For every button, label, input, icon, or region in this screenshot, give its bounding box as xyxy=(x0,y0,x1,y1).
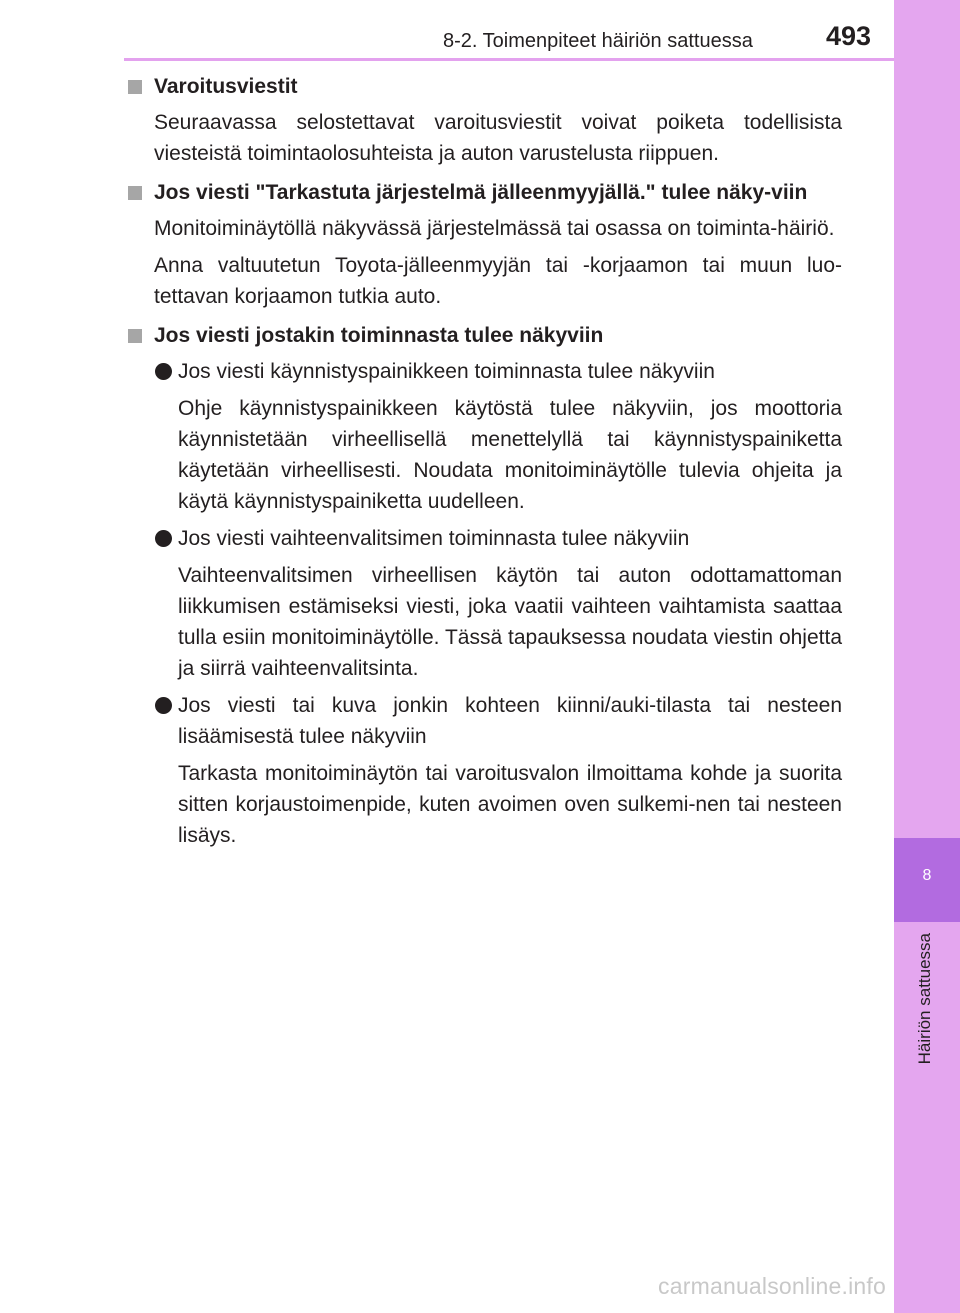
page-header xyxy=(0,0,894,60)
section-heading-text: Jos viesti "Tarkastuta järjestelmä jälleenmyyjällä." tulee näky-viin xyxy=(154,181,808,204)
bullet-heading xyxy=(124,523,842,554)
chapter-number-block xyxy=(894,838,960,922)
round-bullet-icon xyxy=(155,363,172,380)
round-bullet-icon xyxy=(155,530,172,547)
page-number: 493 xyxy=(826,21,872,51)
section-heading-text: Jos viesti jostakin toiminnasta tulee näkyviin xyxy=(154,324,604,347)
section-title: 8-2. Toimenpiteet häiriön sattuessa xyxy=(443,30,753,52)
section-check-system-message xyxy=(124,177,842,312)
paragraph: Monitoiminäytöllä näkyvässä järjestelmässä tai osassa on toiminta-häiriö. xyxy=(154,217,835,240)
chapter-label xyxy=(914,933,938,1093)
paragraph: Seuraavassa selostettavat varoitusviestit voivat poiketa todellisista viesteistä toimintaolosuhteista ja auton varustelusta riippuen. xyxy=(154,111,842,165)
section-warning-messages xyxy=(124,71,842,169)
bullet-heading xyxy=(124,356,842,387)
chapter-number: 8 xyxy=(922,867,932,884)
bullet-paragraph: Tarkasta monitoiminäytön tai varoitusvalon ilmoittama kohde ja suorita sitten korjaustoimenpide, kuten avoimen oven sulkemi-nen tai nesteen lisäys. xyxy=(178,762,842,847)
square-bullet-icon xyxy=(128,80,142,94)
bullet-heading-text: Jos viesti vaihteenvalitsimen toiminnasta tulee näkyviin xyxy=(178,527,690,550)
chapter-side-tab xyxy=(894,0,960,1313)
chapter-label-text: Häiriön sattuessa xyxy=(915,933,934,1065)
watermark: carmanualsonline.info xyxy=(658,1273,886,1299)
section-heading xyxy=(124,177,842,208)
bullet-paragraph: Vaihteenvalitsimen virheellisen käytön tai auton odottamattoman liikkumisen estämiseksi viesti, joka vaatii vaihteen vaihtamista saattaa tulla esiin monitoiminäytölle. Tässä tapauksessa noudata viestin ohjetta ja siirrä vaihteenvalitsinta. xyxy=(178,564,842,680)
bullet-heading-text: Jos viesti tai kuva jonkin kohteen kiinni/auki-tilasta tai nesteen lisäämisestä tulee näkyviin xyxy=(178,694,842,748)
section-operation-message xyxy=(124,320,842,851)
bullet-heading-text: Jos viesti käynnistyspainikkeen toiminnasta tulee näkyviin xyxy=(178,360,715,383)
section-heading-text: Varoitusviestit xyxy=(154,75,298,98)
header-divider xyxy=(124,58,894,61)
paragraph: Anna valtuutetun Toyota-jälleenmyyjän tai -korjaamon tai muun luo-tettavan korjaamon tutkia auto. xyxy=(154,254,842,308)
square-bullet-icon xyxy=(128,186,142,200)
bullet-paragraph: Ohje käynnistyspainikkeen käytöstä tulee näkyviin, jos moottoria käynnistetään virheellisellä menettelyllä tai käynnistyspainiketta käytetään virheellisesti. Noudata monitoiminäytölle tulevia ohjeita ja käytä käynnistyspainiketta uudelleen. xyxy=(178,397,842,513)
square-bullet-icon xyxy=(128,329,142,343)
section-heading xyxy=(124,320,842,351)
page-content xyxy=(124,71,842,857)
bullet-heading xyxy=(124,690,842,752)
round-bullet-icon xyxy=(155,697,172,714)
section-heading xyxy=(124,71,842,102)
